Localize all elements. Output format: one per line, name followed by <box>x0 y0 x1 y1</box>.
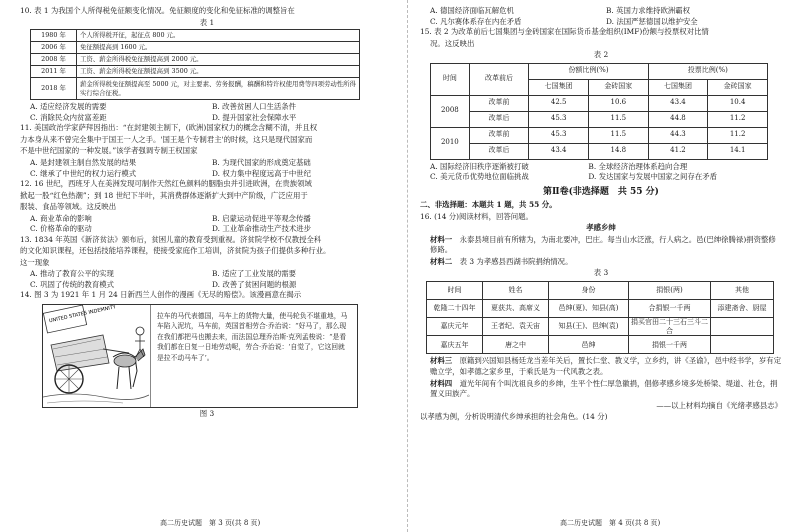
option-c[interactable]: C. 美元货币优势地位面临挑战 <box>430 172 529 182</box>
option-c[interactable]: C. 巩固了传统的教育模式 <box>30 279 114 289</box>
col-header: 投票比例(%) <box>648 63 767 79</box>
option-d[interactable]: D. 工业革命推动生产技术进步 <box>212 224 312 234</box>
table-cell: 唐之中 <box>483 336 549 354</box>
q15-options <box>420 162 782 183</box>
q15-line: 况。这反映出 <box>430 38 475 48</box>
option-c[interactable]: C. 价格革命的驱动 <box>30 224 92 234</box>
t1-text: 工资、薪金所得税免征额提高到 3500 元。 <box>77 66 360 78</box>
table-cell: 合捐银一千两 <box>629 299 711 317</box>
col-subheader: 七国集团 <box>529 79 589 95</box>
t1-text: 工资、薪金所得税免征额提高到 2000 元。 <box>77 54 360 66</box>
year-cell: 2008 <box>431 95 470 127</box>
col-subheader: 金砖国家 <box>708 79 768 95</box>
option-a[interactable]: A. 推动了教育公平的实现 <box>30 269 114 279</box>
material-text: 道光年间有个叫沈祖良乡的乡绅，生平个性仁厚急徽捐，倡修孝感乡境多处桥梁、堤道、社仓，捐置义田族产。 <box>430 378 778 399</box>
cart-sign-text: UNITED STATES INDEMNITY <box>48 304 117 324</box>
option-a[interactable]: A. 是封建领主制自然发展的结果 <box>30 157 137 167</box>
table-row <box>31 30 360 42</box>
table-row <box>427 299 774 317</box>
option-c[interactable]: C. 继承了中世纪的权力运行模式 <box>30 168 137 178</box>
table-cell: 捐银一千两 <box>629 336 711 354</box>
table-row <box>431 95 768 111</box>
table-row <box>31 66 360 78</box>
option-b[interactable]: B. 英国力求维持欧洲霸权 <box>606 6 691 15</box>
value-cell: 11.5 <box>589 111 649 127</box>
option-c[interactable]: C. 凡尔赛体系存在内在矛盾 <box>430 16 522 26</box>
q12-line: 掀起一股“红色热潮”；到 18 世纪下半叶，其消费群体逐渐扩大到中产阶级，广泛应用于 <box>20 190 308 200</box>
option-a[interactable]: A. 国际经济旧秩序逐渐被打破 <box>430 161 529 171</box>
table-cell: 添建斋舍、厨屋 <box>711 299 774 317</box>
q12-line: 服装、食品等领域。这反映出 <box>20 202 117 212</box>
value-cell: 42.5 <box>529 95 589 111</box>
col-header: 身份 <box>549 281 629 299</box>
q13-options <box>20 269 394 290</box>
material-2 <box>420 257 782 268</box>
value-cell: 11.5 <box>589 127 649 143</box>
material-3 <box>420 356 782 377</box>
material-4 <box>420 379 782 400</box>
material-text: 原籍到兴国知县杨廷龙当差年关后，置长仁堂、教义学，立乡约，讲《圣谕》，邑中经书学，岁有定赡立学，如孝德之家乡里，于乘氏是为一代风教之表。 <box>430 356 782 376</box>
page-divider <box>407 0 408 532</box>
q13-line: 13. 1834 年英国《新济贫法》颁布后，贫困儿童的教育受到重视。济贫院学校不仅教授全科 <box>20 234 322 244</box>
option-d[interactable]: D. 发达国家与发展中国家之间存在矛盾 <box>588 172 718 182</box>
option-b[interactable]: B. 改善贫困人口生活条件 <box>212 102 297 112</box>
value-cell: 14.8 <box>589 143 649 159</box>
stage-cell: 改革前 <box>469 127 529 143</box>
material-label: 材料四 <box>430 378 453 388</box>
col-subheader: 七国集团 <box>648 79 708 95</box>
table-cell: 王者纪、袁天宙 <box>483 317 549 336</box>
col-header: 改革前后 <box>469 63 529 95</box>
value-cell: 41.2 <box>648 143 708 159</box>
q16-question: 以孝感为例，分析说明清代乡绅承担的社会角色。(14 分) <box>420 412 608 422</box>
t1-text: 个人所得税开征，起征点 800 元。 <box>77 30 360 42</box>
q11-line: 力本身从来不曾完全集中于国王一人之手。'国王是个专制君主'的时候，这只是现代国家而 <box>20 134 313 144</box>
value-cell: 10.4 <box>708 95 768 111</box>
stage-cell: 改革后 <box>469 143 529 159</box>
q14-options <box>420 6 782 27</box>
value-cell: 11.2 <box>708 127 768 143</box>
option-b[interactable]: B. 全球经济治理体系趋向合理 <box>588 161 688 171</box>
material-label: 材料二 <box>430 256 453 266</box>
table-2 <box>430 63 768 160</box>
table-cell: 乾隆二十四年 <box>427 299 483 317</box>
option-b[interactable]: B. 启蒙运动促进平等观念传播 <box>212 213 311 223</box>
col-header: 其他 <box>711 281 774 299</box>
q16-stem: 16. (14 分)阅读材料，回答问题。 <box>420 211 533 221</box>
q13-line: 的文化知识课程，还包括技能培养课程，使接受家庭作工培训，济贫院为孩子们提供多种行业。 <box>20 246 331 256</box>
value-cell: 45.3 <box>529 127 589 143</box>
figure3-label: 图 3 <box>199 408 215 418</box>
t1-text: 免征额提高到 1600 元。 <box>77 42 360 54</box>
option-d[interactable]: D. 改善了贫困问题的根源 <box>212 279 297 289</box>
table-row <box>427 317 774 336</box>
option-d[interactable]: D. 提升国家社会保障水平 <box>212 112 297 122</box>
q11-line: 11. 美国政治学家萨拜因指出：“在封建领主制下，(欧洲)国家权力的概念含糊不清，并且权 <box>20 123 318 133</box>
cartoon-figure <box>42 304 358 408</box>
q11-line: 不是中世纪国家的一种发展。”该学者强调专制王权国家 <box>20 146 198 156</box>
material-label: 材料一 <box>430 234 453 244</box>
table-row <box>427 336 774 354</box>
stage-cell: 改革后 <box>469 111 529 127</box>
cartoon-drawing <box>43 305 151 407</box>
option-b[interactable]: B. 适应了工业发展的需要 <box>212 269 297 279</box>
table-cell: 夏获共、高席义 <box>483 299 549 317</box>
table-cell <box>711 336 774 354</box>
t1-year: 2006 年 <box>31 42 77 54</box>
table-cell: 嘉庆元年 <box>427 317 483 336</box>
material-source: ——以上材料均摘自《光绪孝感县志》 <box>656 400 782 410</box>
q10-stem: 10. 表 1 为我国个人所得税免征额变化情况。免征额度的变化和免征标准的调整旨在 <box>20 6 295 15</box>
q11-options <box>20 158 394 179</box>
table-cell: 嘉庆五年 <box>427 336 483 354</box>
q13-line: 这一现象 <box>20 257 50 267</box>
part2-heading: 二、非选择题：本题共 1 题，共 55 分。 <box>420 200 557 210</box>
table-row <box>431 143 768 159</box>
col-subheader: 金砖国家 <box>589 79 649 95</box>
table-row <box>31 54 360 66</box>
col-header: 时间 <box>427 281 483 299</box>
table-3 <box>426 281 774 355</box>
table2-title: 表 2 <box>593 50 609 60</box>
col-header: 时间 <box>431 63 470 95</box>
right-page <box>420 6 782 424</box>
value-cell: 43.4 <box>529 143 589 159</box>
value-cell: 43.4 <box>648 95 708 111</box>
material-text: 永泰县境目前有所辖为，为南北要冲，巴庄。每当山水泛涨，行人病之。邑(巴绅徐腾禄)捐资整修修路。 <box>430 234 776 255</box>
left-page <box>20 6 394 420</box>
option-a[interactable]: A. 商业革命的影响 <box>30 213 92 223</box>
value-cell: 44.8 <box>648 111 708 127</box>
table-row <box>431 111 768 127</box>
t1-year: 2008 年 <box>31 54 77 66</box>
table1-title: 表 1 <box>199 17 215 27</box>
q10-options <box>20 102 394 123</box>
t1-year: 2018 年 <box>31 78 77 100</box>
year-cell: 2010 <box>431 127 470 159</box>
table-cell: 捐买官田二十三石三斗二合 <box>629 317 711 336</box>
table-1 <box>30 29 360 100</box>
table-header-row <box>427 281 774 299</box>
table-row <box>31 42 360 54</box>
q15-line: 15. 表 2 为改革前后七国集团与金砖国家在国际货币基金组织(IMF)份额与投票权对比情 <box>420 27 709 37</box>
table-row <box>31 78 360 100</box>
material-label: 材料三 <box>430 356 453 366</box>
table-header-row <box>431 63 768 79</box>
option-b[interactable]: B. 为现代国家的形成奠定基础 <box>212 157 311 167</box>
section-heading: 第Ⅱ卷(非选择题 共 55 分) <box>543 186 659 197</box>
passage-title: 孝感乡绅 <box>586 223 616 233</box>
t1-text: 薪金所得税免征额提高至 5000 元，对主要素、劳务报酬，稿酬和特许权使用费等四项劳动性所得实行综合征税。 <box>77 78 360 100</box>
material-1 <box>420 235 782 256</box>
table-cell: 邑绅(夏)、知县(高) <box>549 299 629 317</box>
table-row <box>431 127 768 143</box>
right-footer: 高二历史试题 第 4 页(共 8 页) <box>560 519 661 528</box>
col-header: 份额比例(%) <box>529 63 648 79</box>
cartoon-caption: 拉车的马代表德国，马车上的货物大量，使马轮负不堪重地，马车陷入泥坑，马车前，英国首相劳合·乔治说：“好马了，那么现在我们都把马也搬去来，而法国总理乔治斯·克列孟梭说：“是看我们都在日复一日地劳动呢，劳合·乔治说：‘自觉了，它这回就是拉不动马车了’。 <box>157 311 348 362</box>
value-cell: 45.3 <box>529 111 589 127</box>
option-a[interactable]: A. 德国经济面临瓦解危机 <box>430 6 514 15</box>
option-c[interactable]: C. 消除民众内贫富差距 <box>30 112 107 122</box>
table-cell <box>711 317 774 336</box>
value-cell: 11.2 <box>708 111 768 127</box>
q12-line: 12. 16 世纪，西班牙人在美洲发现可制作天然红色颜料的胭脂虫并引进欧洲，在贵族领域 <box>20 179 312 189</box>
value-cell: 14.1 <box>708 143 768 159</box>
q14-stem: 14. 图 3 为 1921 年 1 月 24 日新西兰人创作的漫画《无尽的赔偿》。该漫画意在揭示 <box>20 290 302 300</box>
left-footer: 高二历史试题 第 3 页(共 8 页) <box>160 519 261 528</box>
option-a[interactable]: A. 适应经济发展的需要 <box>30 102 107 112</box>
material-text: 表 3 为孝感县西湖书院捐纳情况。 <box>459 256 573 266</box>
option-d[interactable]: D. 权力集中程度远高于中世纪 <box>212 168 312 178</box>
t1-year: 1980 年 <box>31 30 77 42</box>
table-cell: 邑绅 <box>549 336 629 354</box>
value-cell: 44.3 <box>648 127 708 143</box>
stage-cell: 改革前 <box>469 95 529 111</box>
option-d[interactable]: D. 法国严惩德国以维护安全 <box>606 16 698 26</box>
t1-year: 2011 年 <box>31 66 77 78</box>
horse-cart-illustration <box>43 305 149 407</box>
col-header: 姓名 <box>483 281 549 299</box>
table-cell: 知县(王)、邑绅(袁) <box>549 317 629 336</box>
q12-options <box>20 214 394 235</box>
col-header: 捐银(两) <box>629 281 711 299</box>
table3-title: 表 3 <box>593 268 609 278</box>
value-cell: 10.6 <box>589 95 649 111</box>
